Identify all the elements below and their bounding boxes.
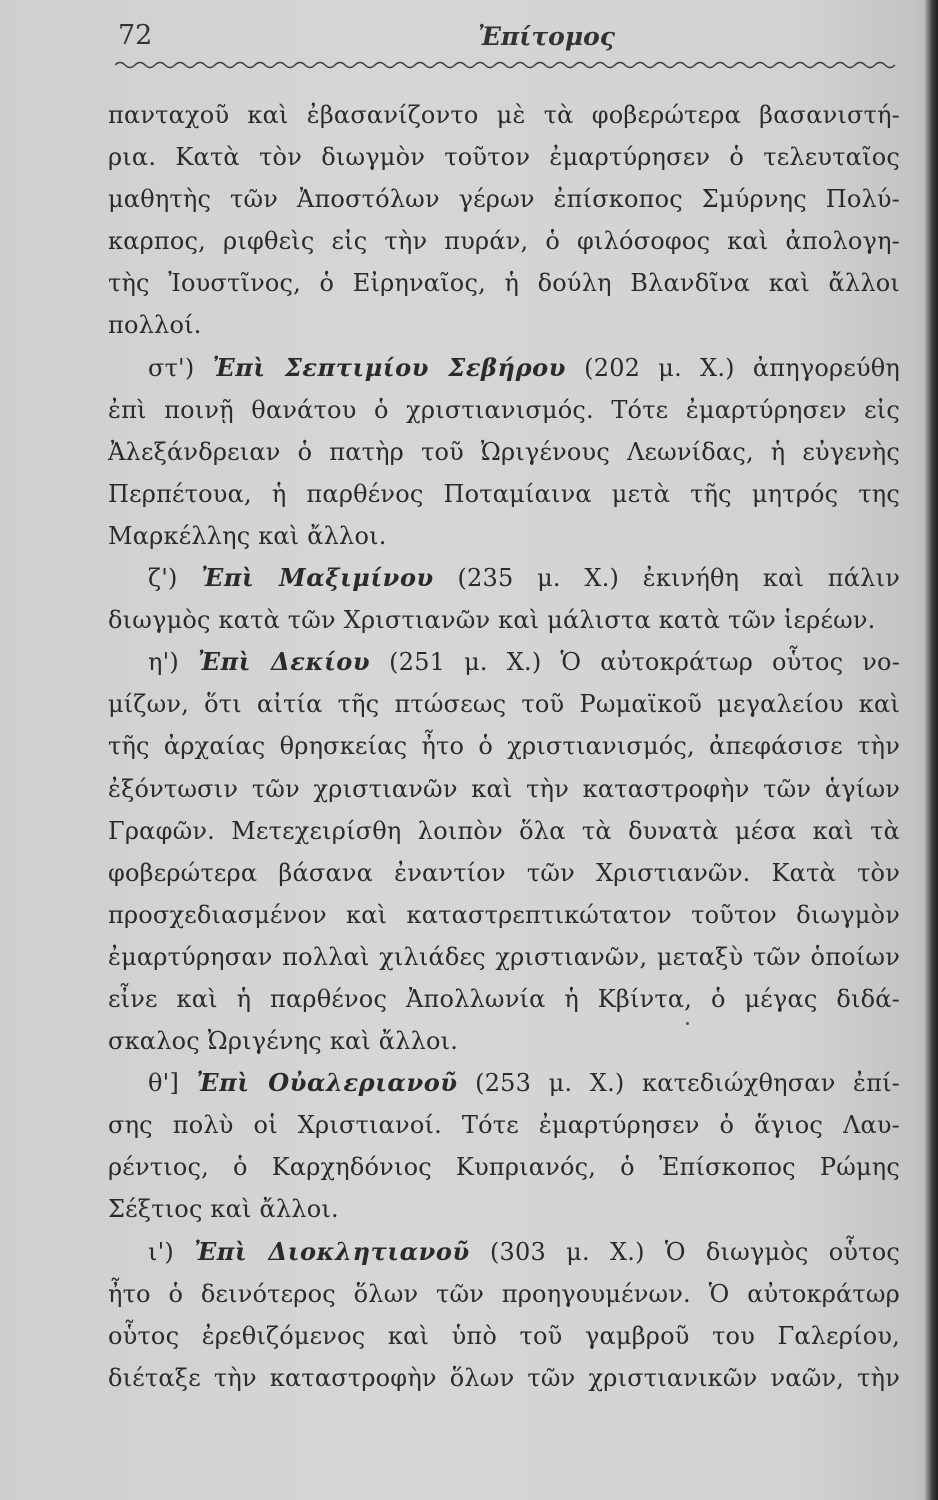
text-line: ι') Ἐπὶ Διοκλητιανοῦ (303 μ. Χ.) Ὁ διωγμὸς οὗτος [148, 1236, 900, 1266]
running-title: Ἐπίτομος [478, 22, 616, 51]
section-heading: Ἐπὶ Σεπτιμίου Σεβήρου [212, 352, 567, 382]
text-line: πανταχοῦ καὶ ἐβασανίζοντο μὲ τὰ φοβερώτερα βασανιστή- [108, 101, 900, 129]
text-line: τὴς Ἰουστῖνος, ὁ Εἰρηναῖος, ἡ δούλη Βλανδῖνα καὶ ἄλλοι [108, 269, 900, 298]
text-line: διέταξε τὴν καταστροφὴν ὅλων τῶν χριστιανικῶν ναῶν, τὴν [108, 1363, 900, 1392]
text-line: σης πολὺ οἱ Χριστιανοί. Τότε ἐμαρτύρησεν ὁ ἅγιος Λαυ- [108, 1111, 900, 1140]
text-line: θ'] Ἐπὶ Οὐαλεριανοῦ (253 μ. Χ.) κατεδιώχθησαν ἐπί- [148, 1068, 900, 1098]
text-line: ζ') Ἐπὶ Μαξιμίνου (235 μ. Χ.) ἐκινήθη καὶ πάλιν [148, 563, 900, 593]
text-line: Γραφῶν. Μετεχειρίσθη λοιπὸν ὅλα τὰ δυνατὰ μέσα καὶ τὰ [108, 816, 900, 845]
binding-shadow [924, 0, 938, 1500]
text-line: πολλοί. [108, 311, 202, 340]
text-line: μίζων, ὅτι αἰτία τῆς πτώσεως τοῦ Ρωμαϊκοῦ μεγαλείου καὶ [108, 690, 900, 719]
text-line: Σέξτιος καὶ ἄλλοι. [108, 1195, 339, 1224]
text-line: Μαρκέλλης καὶ ἄλλοι. [108, 521, 387, 550]
text-line: ρέντιος, ὁ Καρχηδόνιος Κυπριανός, ὁ Ἐπίσκοπος Ρώμης [108, 1153, 900, 1182]
section-heading: Ἐπὶ Οὐαλεριανοῦ [196, 1068, 458, 1098]
ornamental-wavy-rule [115, 56, 900, 74]
text-line: ἐμαρτύρησαν πολλαὶ χιλιάδες χριστιανῶν, μεταξὺ τῶν ὁποίων [108, 942, 900, 971]
text-line: διωγμὸς κατὰ τῶν Χριστιανῶν καὶ μάλιστα κατὰ τῶν ἱερέων. [108, 606, 876, 635]
section-heading: Ἐπὶ Δεκίου [197, 647, 371, 677]
text-line: οὗτος ἐρεθιζόμενος καὶ ὑπὸ τοῦ γαμβροῦ του Γαλερίου, [108, 1321, 900, 1350]
text-line: τῆς ἀρχαίας θρησκείας ἦτο ὁ χριστιανισμός, ἀπεφάσισε τὴν [108, 732, 900, 761]
text-line: ρια. Κατὰ τὸν διωγμὸν τοῦτον ἐμαρτύρησεν ὁ τελευταῖος [108, 143, 900, 172]
paragraph-valerian [108, 1062, 900, 1230]
text-line: ἐξόντωσιν τῶν χριστιανῶν καὶ τὴν καταστροφὴν τῶν ἁγίων [108, 774, 900, 803]
text-line: Περπέτουα, ἡ παρθένος Ποταμίαινα μετὰ τῆς μητρός της [108, 479, 900, 508]
paragraph-diocletian [108, 1231, 900, 1399]
page-number: 72 [118, 20, 153, 51]
text-line: Ἀλεξάνδρειαν ὁ πατὴρ τοῦ Ὠριγένους Λεωνίδας, ἡ εὐγενὴς [108, 437, 900, 466]
paragraph-septimius-severus [108, 347, 900, 557]
text-line: μαθητὴς τῶν Ἀποστόλων γέρων ἐπίσκοπος Σμύρνης Πολύ- [108, 185, 900, 214]
section-heading: Ἐπὶ Διοκλητιανοῦ [194, 1236, 470, 1266]
text-line: σκαλος Ὠριγένης καὶ ἄλλοι. [108, 1027, 459, 1056]
paragraph-maximinus [108, 557, 900, 641]
paragraph [108, 94, 900, 347]
paragraph-decius [108, 641, 900, 1062]
text-line: ἐπὶ ποινῇ θανάτου ὁ χριστιανισμός. Τότε ἐμαρτύρησεν εἰς [108, 395, 900, 424]
text-line: ἦτο ὁ δεινότερος ὅλων τῶν προηγουμένων. Ὁ αὐτοκράτωρ [108, 1279, 900, 1308]
body-text [108, 94, 900, 1399]
paper-speck [686, 1022, 689, 1025]
text-line: εἶνε καὶ ἡ παρθένος Ἀπολλωνία ἡ Κβίντα, ὁ μέγας διδά- [108, 984, 900, 1013]
text-line: προσχεδιασμένον καὶ καταστρεπτικώτατον τοῦτον διωγμὸν [108, 900, 900, 929]
text-line: καρπος, ριφθεὶς εἰς τὴν πυράν, ὁ φιλόσοφος καὶ ἀπολογη- [108, 227, 900, 256]
text-line: φοβερώτερα βάσανα ἐναντίον τῶν Χριστιανῶν. Κατὰ τὸν [108, 858, 900, 887]
text-line: στ') Ἐπὶ Σεπτιμίου Σεβήρου (202 μ. Χ.) ἀπηγορεύθη [148, 352, 900, 382]
section-heading: Ἐπὶ Μαξιμίνου [201, 563, 434, 593]
text-line: η') Ἐπὶ Δεκίου (251 μ. Χ.) Ὁ αὐτοκράτωρ οὗτος νο- [148, 647, 901, 677]
